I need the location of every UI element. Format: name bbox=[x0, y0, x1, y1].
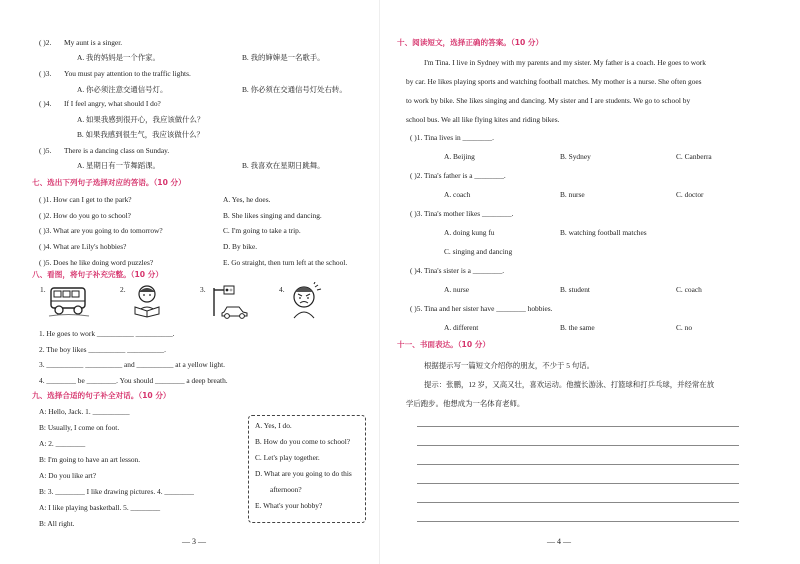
s8-sentence-2: 2. The boy likes __________ __________. bbox=[39, 345, 166, 354]
s6-q4-number: ( )4. bbox=[39, 99, 52, 108]
page-divider bbox=[379, 0, 380, 564]
s10-q3-option: A. doing kung fu bbox=[444, 228, 495, 237]
s10-q2: ( )2. Tina's father is a ________. bbox=[410, 171, 506, 180]
s6-q3-number: ( )3. bbox=[39, 69, 52, 78]
pic-label-3: 3. bbox=[200, 285, 206, 294]
s10-q5-option: B. the same bbox=[560, 323, 595, 332]
bus-illustration bbox=[48, 284, 90, 318]
passage-line: to work by bike. She likes singing and dancing. My sister and I are students. We go to school by bbox=[406, 96, 691, 105]
passage-line: by car. He likes playing sports and watching football matches. My mother is a nurse. She often goes bbox=[406, 77, 702, 86]
s6-q5-number: ( )5. bbox=[39, 146, 52, 155]
s10-q4-option: A. nurse bbox=[444, 285, 470, 294]
s9-dialog-line: A: I like playing basketball. 5. ________ bbox=[39, 503, 161, 512]
s10-q4-option: C. coach bbox=[676, 285, 702, 294]
page-number-3: — 3 — bbox=[182, 537, 206, 546]
s6-q4-option-a: A. 如果我感到很开心，我应该做什么？ bbox=[77, 115, 205, 124]
s9-dialog-line: B: I'm going to have an art lesson. bbox=[39, 455, 141, 464]
s10-q2-option: B. nurse bbox=[560, 190, 585, 199]
s6-q2-number: ( )2. bbox=[39, 38, 52, 47]
s7-answer: A. Yes, he does. bbox=[223, 195, 271, 204]
s10-q1-option: A. Beijing bbox=[444, 152, 475, 161]
writing-line[interactable] bbox=[417, 464, 739, 465]
s10-q1: ( )1. Tina lives in ________. bbox=[410, 133, 494, 142]
s7-answer: D. By bike. bbox=[223, 242, 258, 251]
pic-label-4: 4. bbox=[279, 285, 285, 294]
section9-title: 九、选择合适的句子补全对话。（10 分） bbox=[32, 391, 171, 400]
traffic-light-car-illustration bbox=[206, 282, 250, 320]
s10-q4-option: B. student bbox=[560, 285, 590, 294]
s10-q3-option: B. watching football matches bbox=[560, 228, 647, 237]
s9-dialog-line: B: 3. ________ I like drawing pictures. 4. ________ bbox=[39, 487, 194, 496]
writing-prompt: 根据提示写一篇短文介绍你的朋友，不少于 5 句话。 bbox=[424, 361, 594, 370]
s10-q1-option: C. Canberra bbox=[676, 152, 712, 161]
s6-q2-text: My aunt is a singer. bbox=[64, 38, 123, 47]
writing-line[interactable] bbox=[417, 445, 739, 446]
s7-answer: B. She likes singing and dancing. bbox=[223, 211, 322, 220]
boy-reading-illustration bbox=[128, 283, 166, 319]
s7-question: ( )5. Does he like doing word puzzles? bbox=[39, 258, 154, 267]
s9-dialog-line: A: 2. ________ bbox=[39, 439, 86, 448]
s10-q1-option: B. Sydney bbox=[560, 152, 591, 161]
passage-line: I'm Tina. I live in Sydney with my parents and my sister. My father is a coach. He goes to work bbox=[424, 58, 706, 67]
s10-q2-option: A. coach bbox=[444, 190, 471, 199]
s10-q4: ( )4. Tina's sister is a ________. bbox=[410, 266, 505, 275]
s6-q4-text: If I feel angry, what should I do? bbox=[64, 99, 161, 108]
s7-answer: C. I'm going to take a trip. bbox=[223, 226, 301, 235]
s10-q3-option: C. singing and dancing bbox=[444, 247, 513, 256]
s9-dialog-line: B: Usually, I come on foot. bbox=[39, 423, 120, 432]
section10-title: 十、阅读短文，选择正确的答案。（10 分） bbox=[397, 38, 544, 47]
s8-sentence-1: 1. He goes to work __________ __________. bbox=[39, 329, 175, 338]
section8-title: 八、看图，将句子补充完整。（10 分） bbox=[32, 270, 163, 279]
s7-question: ( )3. What are you going to do tomorrow? bbox=[39, 226, 163, 235]
s9-dialog-line: B: All right. bbox=[39, 519, 75, 528]
s10-q5-option: C. no bbox=[676, 323, 693, 332]
s6-q5-option-b: B. 我喜欢在星期日跳舞。 bbox=[242, 161, 325, 170]
s9-option: D. What are you going to do this bbox=[255, 469, 352, 478]
s9-option: afternoon? bbox=[270, 485, 302, 494]
s10-q5-option: A. different bbox=[444, 323, 479, 332]
s6-q3-option-a: A. 你必须注意交通信号灯。 bbox=[77, 85, 168, 94]
writing-line[interactable] bbox=[417, 483, 739, 484]
s7-question: ( )4. What are Lily's hobbies? bbox=[39, 242, 127, 251]
s10-q5: ( )5. Tina and her sister have ________ hobbies. bbox=[410, 304, 553, 313]
pic-label-2: 2. bbox=[120, 285, 126, 294]
s10-q3: ( )3. Tina's mother likes ________. bbox=[410, 209, 514, 218]
pic-label-1: 1. bbox=[40, 285, 46, 294]
writing-hint-line-2: 学后跑步。他想成为一名体育老师。 bbox=[406, 399, 525, 408]
s6-q2-option-a: A. 我的妈妈是一个作家。 bbox=[77, 53, 160, 62]
s6-q2-option-b: B. 我的婶婶是一名歌手。 bbox=[242, 53, 325, 62]
s9-option: B. How do you come to school? bbox=[255, 437, 351, 446]
writing-line[interactable] bbox=[417, 502, 739, 503]
s9-dialog-line: A: Hello, Jack. 1. __________ bbox=[39, 407, 130, 416]
section11-title: 十一、书面表达。（10 分） bbox=[397, 340, 490, 349]
s6-q3-text: You must pay attention to the traffic lights. bbox=[64, 69, 191, 78]
s8-sentence-3: 3. __________ __________ and __________ at a yellow light. bbox=[39, 360, 225, 369]
s6-q3-option-b: B. 你必须在交通信号灯处右转。 bbox=[242, 85, 347, 94]
angry-boy-illustration bbox=[286, 282, 322, 320]
section7-title: 七、选出下列句子选择对应的答语。（10 分） bbox=[32, 178, 186, 187]
s9-dialog-line: A: Do you like art? bbox=[39, 471, 97, 480]
page-number-4: — 4 — bbox=[547, 537, 571, 546]
s6-q4-option-b: B. 如果我感到很生气，我应该做什么？ bbox=[77, 130, 204, 139]
s9-option: E. What's your hobby? bbox=[255, 501, 323, 510]
s7-answer: E. Go straight, then turn left at the school. bbox=[223, 258, 348, 267]
writing-line[interactable] bbox=[417, 521, 739, 522]
s9-option: C. Let's play together. bbox=[255, 453, 320, 462]
passage-line: school bus. We all like flying kites and riding bikes. bbox=[406, 115, 560, 124]
s10-q2-option: C. doctor bbox=[676, 190, 704, 199]
s7-question: ( )1. How can I get to the park? bbox=[39, 195, 132, 204]
writing-hint-line-1: 提示：张鹏，12 岁，又高又壮，喜欢运动。他擅长游泳、打篮球和打乒乓球，并经常在放 bbox=[424, 380, 715, 389]
s6-q5-text: There is a dancing class on Sunday. bbox=[64, 146, 170, 155]
writing-line[interactable] bbox=[417, 426, 739, 427]
s9-option: A. Yes, I do. bbox=[255, 421, 292, 430]
s8-sentence-4: 4. ________ be ________. You should ________ a deep breath. bbox=[39, 376, 228, 385]
s7-question: ( )2. How do you go to school? bbox=[39, 211, 131, 220]
s6-q5-option-a: A. 星期日有一节舞蹈课。 bbox=[77, 161, 160, 170]
